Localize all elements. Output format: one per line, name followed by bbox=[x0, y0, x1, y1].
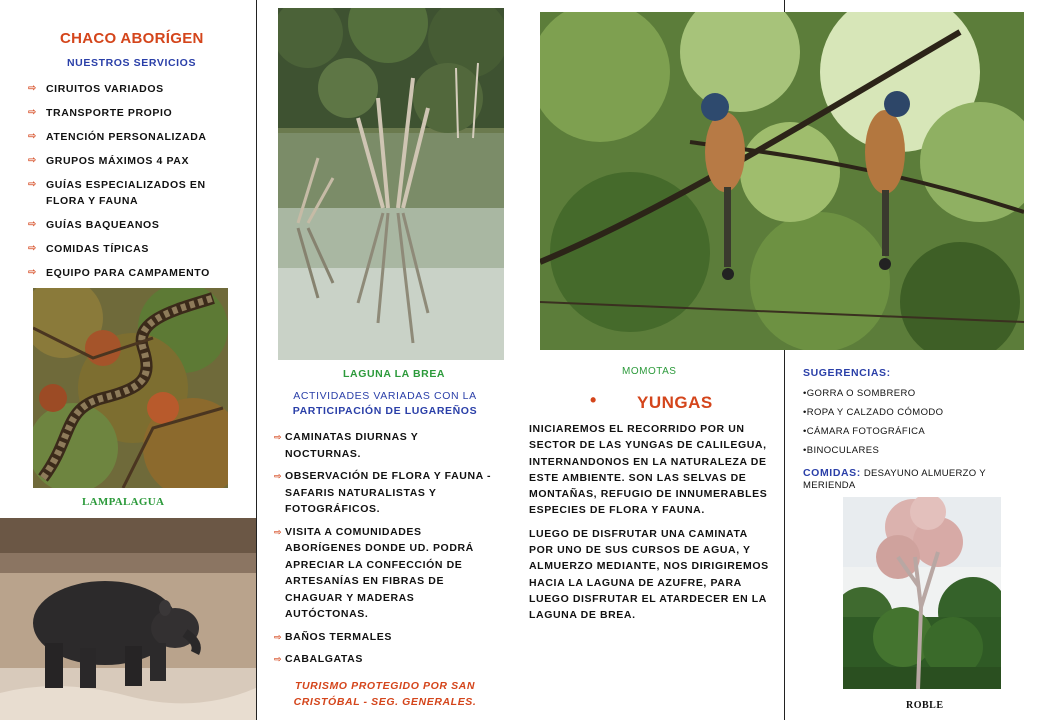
photo-caption-laguna: LAGUNA LA BREA bbox=[343, 368, 446, 380]
list-item bbox=[274, 651, 496, 668]
arrow-icon: ⇨ bbox=[28, 83, 37, 94]
service-label: COMIDAS TÍPICAS bbox=[46, 243, 149, 255]
insurance-footer-line2: CRISTÓBAL - SEG. GENERALES. bbox=[293, 696, 477, 708]
service-label: GRUPOS MÁXIMOS 4 PAX bbox=[46, 155, 190, 167]
services-heading: NUESTROS SERVICIOS bbox=[67, 57, 197, 69]
meals-label: COMIDAS: bbox=[803, 467, 861, 479]
bullet-icon: • bbox=[803, 388, 807, 399]
activity-label: BAÑOS TERMALES bbox=[285, 630, 392, 643]
list-item bbox=[28, 153, 243, 169]
lampalagua-photo bbox=[33, 288, 228, 488]
suggestion-label: GORRA O SOMBRERO bbox=[806, 388, 916, 399]
list-item bbox=[28, 177, 243, 209]
service-label: ATENCIÓN PERSONALIZADA bbox=[46, 131, 207, 143]
brand-title: CHACO ABORÍGEN bbox=[60, 30, 204, 47]
photo-caption-roble: ROBLE bbox=[906, 700, 944, 711]
list-item bbox=[28, 241, 243, 257]
column-divider-1 bbox=[256, 0, 257, 720]
list-item bbox=[274, 429, 496, 462]
activity-label: CAMINATAS DIURNAS Y NOCTURNAS. bbox=[285, 431, 419, 460]
service-label: CIRUITOS VARIADOS bbox=[46, 83, 164, 95]
list-item bbox=[803, 387, 943, 400]
activities-intro-line2: PARTICIPACIÓN DE LUGAREÑOS bbox=[292, 405, 478, 417]
activity-label: VISITA A COMUNIDADES ABORÍGENES DONDE UD. PODRÁ APRECIAR LA CONFECCIÓN DE ARTESANÍAS EN FIBRAS DE CHAGUAR Y MADERAS AUTÓCTONAS. bbox=[285, 525, 474, 620]
activity-label: OBSERVACIÓN DE FLORA Y FAUNA - SAFARIS NATURALISTAS Y FOTOGRÁFICOS. bbox=[285, 470, 492, 515]
arrow-icon: ⇨ bbox=[28, 155, 37, 166]
list-item bbox=[803, 444, 943, 457]
yungas-description bbox=[529, 421, 771, 624]
arrow-icon: ⇨ bbox=[274, 471, 283, 481]
suggestion-label: BINOCULARES bbox=[806, 445, 880, 456]
arrow-icon: ⇨ bbox=[274, 654, 283, 664]
list-item bbox=[274, 524, 496, 623]
momotas-photo bbox=[540, 12, 1024, 350]
tapir-photo bbox=[0, 518, 256, 720]
insurance-footer-line1: TURISMO PROTEGIDO POR SAN bbox=[294, 680, 476, 692]
bullet-icon: • bbox=[803, 426, 807, 437]
list-item bbox=[274, 468, 496, 518]
activities-list bbox=[274, 429, 496, 674]
meals-text: DESAYUNO ALMUERZO Y MERIENDA bbox=[803, 468, 986, 491]
bullet-icon: • bbox=[803, 407, 807, 418]
list-item bbox=[803, 425, 943, 438]
yungas-paragraph-1: INICIAREMOS EL RECORRIDO POR UN SECTOR DE LAS YUNGAS DE CALILEGUA, INTERNANDONOS EN LA NATURALEZA DE ESTE AMBIENTE. SON LAS SELVAS DE MONTAÑAS, REFUGIO DE INNUMERABLES ESPECIES DE FLORA Y FAUNA. bbox=[529, 423, 768, 517]
laguna-la-brea-photo bbox=[278, 8, 504, 360]
photo-caption-momotas: MOMOTAS bbox=[622, 366, 677, 377]
suggestions-heading: SUGERENCIAS: bbox=[803, 367, 891, 379]
arrow-icon: ⇨ bbox=[28, 131, 37, 142]
activity-label: CABALGATAS bbox=[285, 653, 363, 665]
suggestion-label: ROPA Y CALZADO CÓMODO bbox=[806, 407, 944, 418]
list-item bbox=[803, 406, 943, 419]
arrow-icon: ⇨ bbox=[28, 107, 37, 118]
arrow-icon: ⇨ bbox=[274, 432, 283, 442]
arrow-icon: ⇨ bbox=[274, 526, 283, 537]
list-item bbox=[28, 217, 243, 233]
list-item bbox=[28, 81, 243, 97]
service-label: GUÍAS ESPECIALIZADOS EN FLORA Y FAUNA bbox=[46, 179, 206, 207]
activities-intro-line1: ACTIVIDADES VARIADAS CON LA bbox=[293, 390, 477, 402]
section-title-yungas: YUNGAS bbox=[637, 393, 713, 412]
arrow-icon: ⇨ bbox=[28, 179, 37, 190]
bullet-icon: • bbox=[803, 445, 807, 456]
list-item bbox=[28, 105, 243, 121]
heading-bullet: • bbox=[590, 390, 597, 410]
meals-info bbox=[803, 467, 1028, 492]
list-item bbox=[28, 265, 243, 281]
services-list bbox=[28, 81, 243, 289]
arrow-icon: ⇨ bbox=[28, 267, 37, 278]
service-label: GUÍAS BAQUEANOS bbox=[46, 219, 160, 231]
arrow-icon: ⇨ bbox=[274, 631, 283, 642]
service-label: TRANSPORTE PROPIO bbox=[46, 107, 173, 119]
arrow-icon: ⇨ bbox=[28, 219, 37, 230]
roble-photo bbox=[843, 497, 1001, 689]
service-label: EQUIPO PARA CAMPAMENTO bbox=[46, 267, 210, 279]
list-item bbox=[274, 629, 496, 646]
yungas-paragraph-2: LUEGO DE DISFRUTAR UNA CAMINATA POR UNO DE SUS CURSOS DE AGUA, Y ALMUERZO MEDIANTE, NOS DIRIGIREMOS HACIA LA LAGUNA DE AZUFRE, PARA LUEGO DISFRUTAR EL ATARDECER EN LA LAGUNA DE BREA. bbox=[529, 527, 769, 622]
arrow-icon: ⇨ bbox=[28, 243, 37, 254]
suggestions-list bbox=[803, 387, 943, 463]
suggestion-label: CÁMARA FOTOGRÁFICA bbox=[806, 426, 926, 437]
list-item bbox=[28, 129, 243, 145]
photo-caption-lampalagua: LAMPALAGUA bbox=[82, 496, 165, 508]
